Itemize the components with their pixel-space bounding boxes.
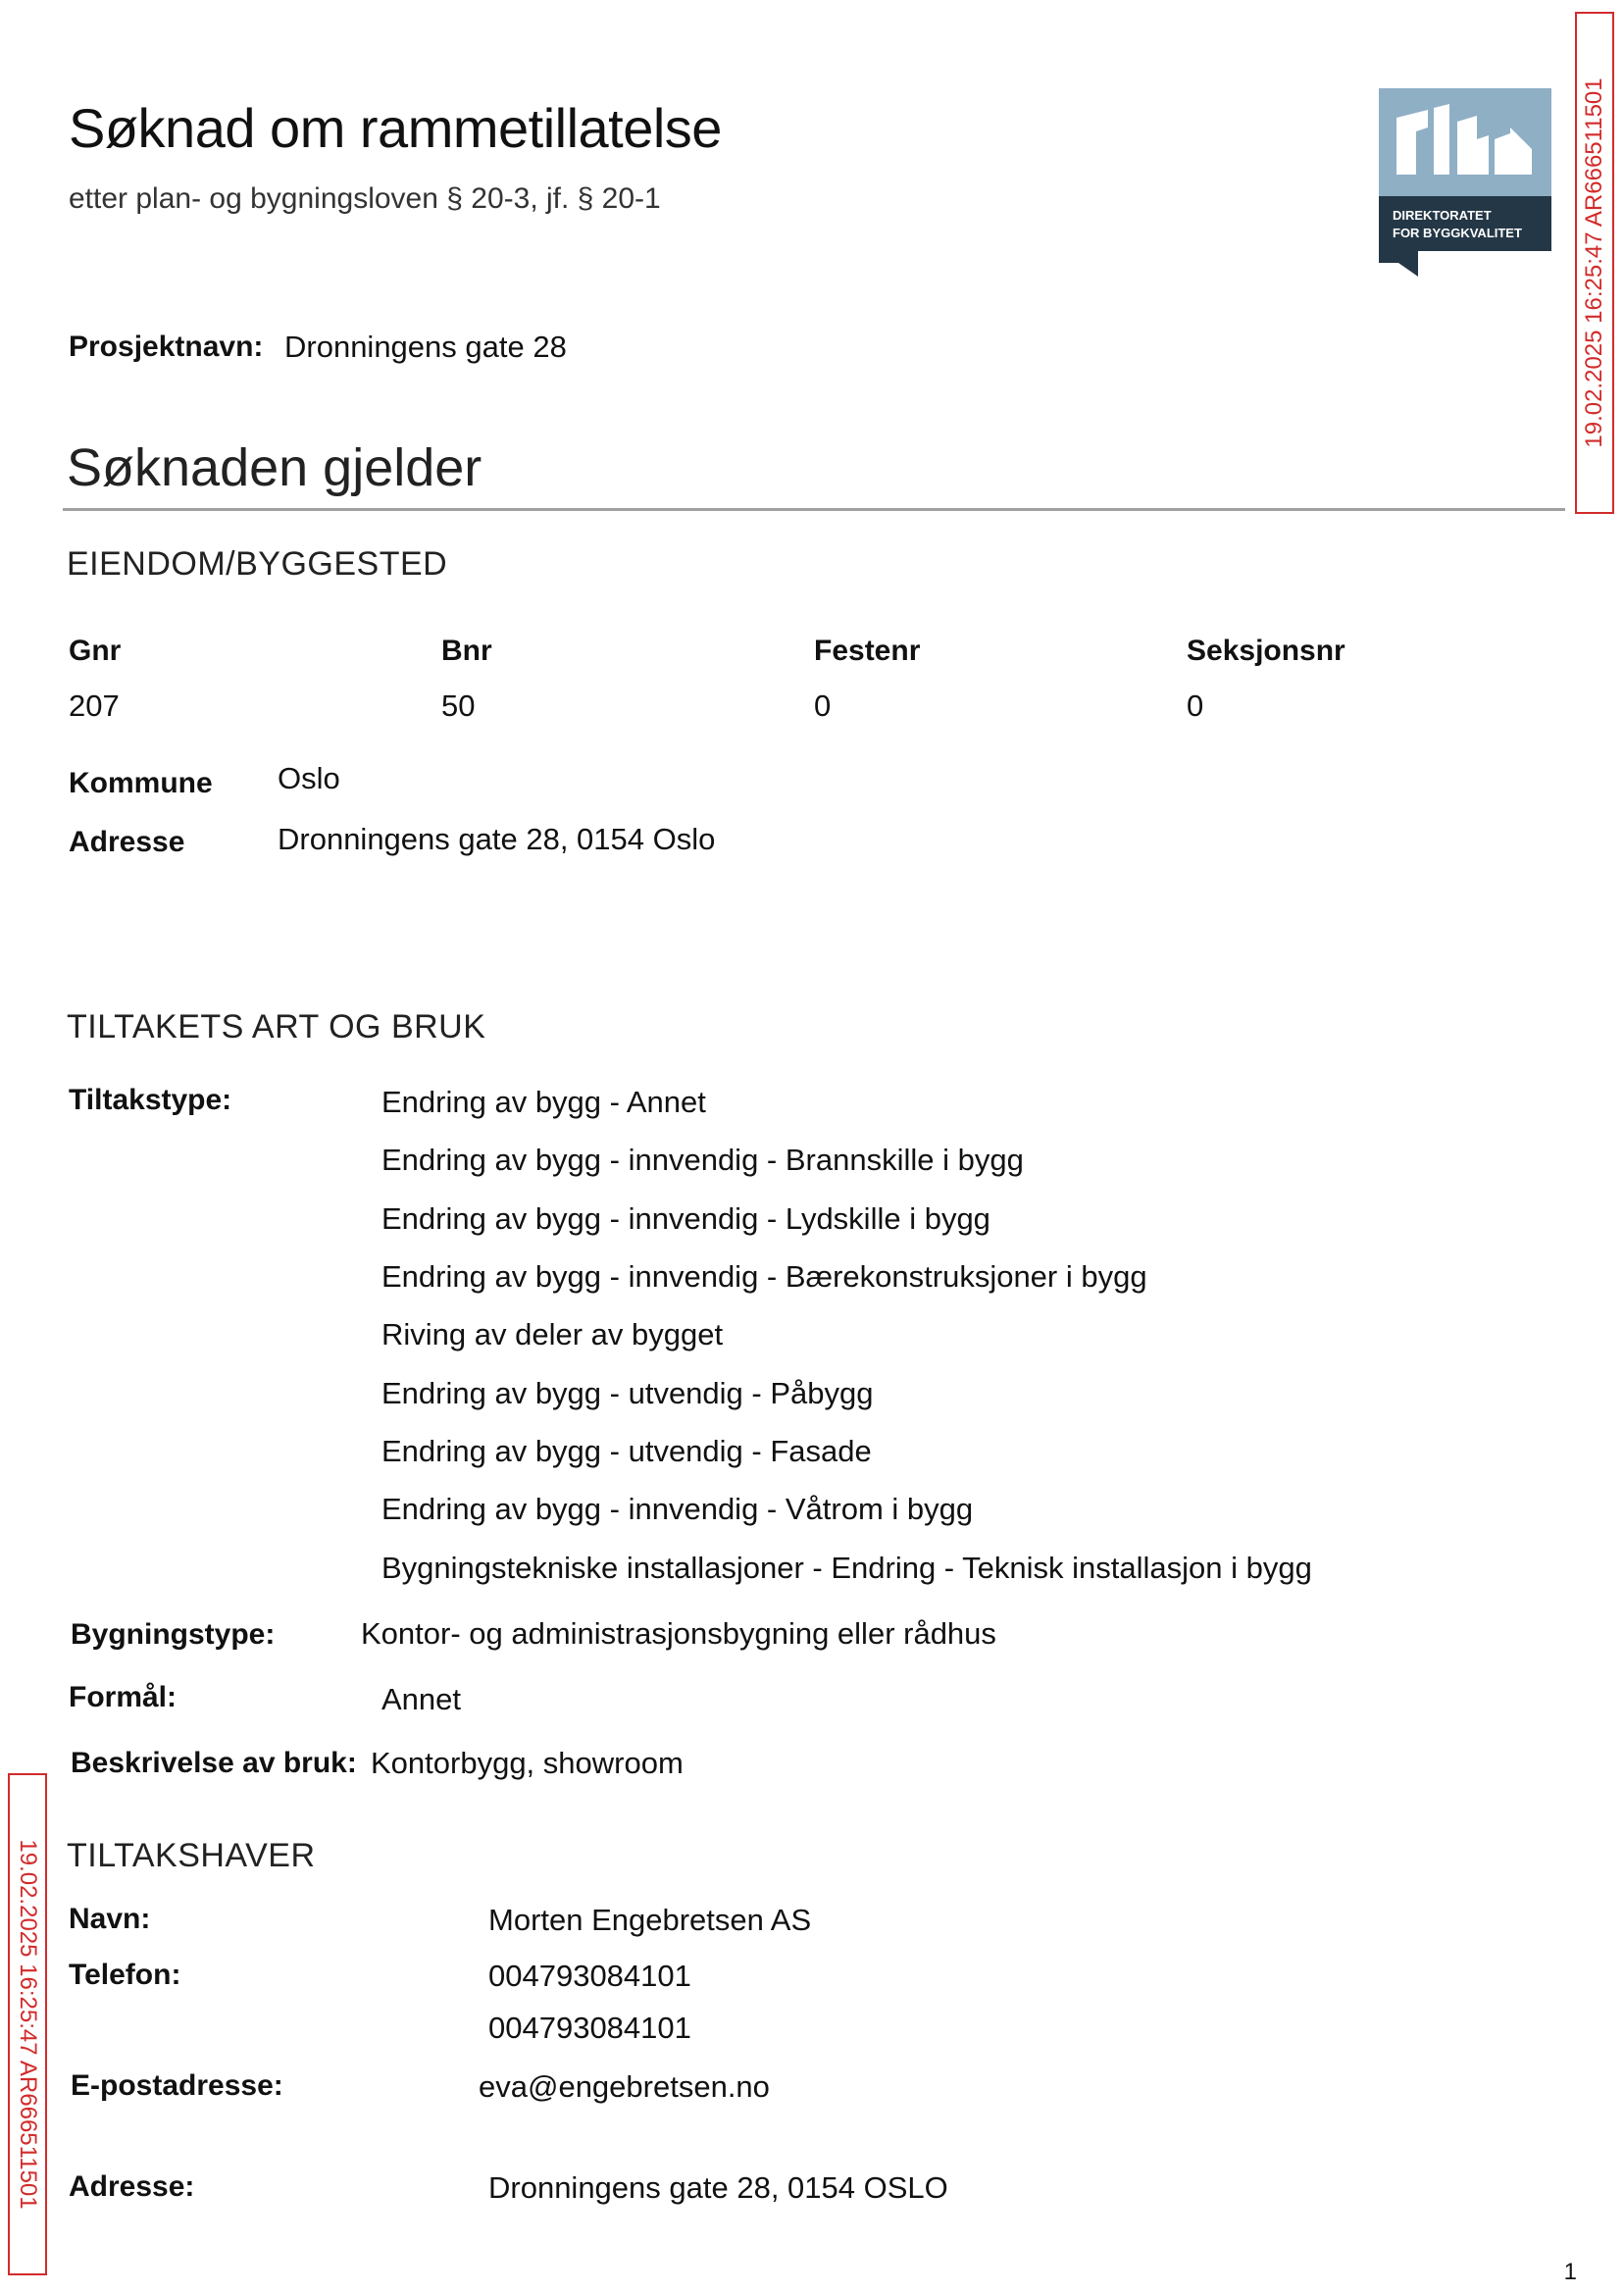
bygningstype-value: Kontor- og administrasjonsbygning eller rådhus bbox=[361, 1616, 996, 1651]
tiltakstype-item: Endring av bygg - innvendig - Bærekonstruksjoner i bygg bbox=[381, 1259, 1147, 1294]
bnr-label: Bnr bbox=[441, 635, 492, 667]
bnr-value: 50 bbox=[441, 688, 476, 723]
tiltakstype-item: Endring av bygg - innvendig - Våtrom i bygg bbox=[381, 1492, 974, 1526]
document-subtitle: etter plan- og bygningsloven § 20-3, jf. § 20-1 bbox=[69, 182, 661, 215]
navn-label: Navn: bbox=[69, 1903, 151, 1935]
tiltakstype-item: Bygningstekniske installasjoner - Endring - Teknisk installasjon i bygg bbox=[381, 1551, 1312, 1585]
seksjonsnr-value: 0 bbox=[1187, 688, 1204, 723]
stamp-left bbox=[8, 1773, 47, 2275]
logo-text-line2: FOR BYGGKVALITET bbox=[1393, 226, 1522, 240]
stamp-left-text: 19.02.2025 16:25:47 AR666511501 bbox=[15, 1839, 41, 2210]
tiltak-heading: TILTAKETS ART OG BRUK bbox=[67, 1008, 486, 1045]
kommune-value: Oslo bbox=[278, 761, 340, 795]
navn-value: Morten Engebretsen AS bbox=[488, 1903, 812, 1937]
section-divider bbox=[63, 508, 1565, 511]
gnr-label: Gnr bbox=[69, 635, 122, 667]
seksjonsnr-label: Seksjonsnr bbox=[1187, 635, 1345, 667]
adresse-value: Dronningens gate 28, 0154 Oslo bbox=[278, 822, 716, 856]
formal-value: Annet bbox=[381, 1682, 462, 1716]
tiltakshaver-heading: TILTAKSHAVER bbox=[67, 1837, 316, 1874]
kommune-label: Kommune bbox=[69, 767, 213, 799]
telefon-value: 004793084101 bbox=[488, 1959, 691, 1993]
section-title: Søknaden gjelder bbox=[67, 438, 482, 497]
epost-label: E-postadresse: bbox=[71, 2069, 283, 2102]
project-label: Prosjektnavn: bbox=[69, 331, 264, 363]
tiltakshaver-adresse-label: Adresse: bbox=[69, 2170, 195, 2203]
project-value: Dronningens gate 28 bbox=[284, 330, 567, 364]
logo-text-line1: DIREKTORATET bbox=[1393, 208, 1492, 223]
tiltakstype-item: Endring av bygg - utvendig - Fasade bbox=[381, 1434, 872, 1468]
tiltakstype-item: Endring av bygg - innvendig - Lydskille i bygg bbox=[381, 1201, 990, 1236]
stamp-right-text: 19.02.2025 16:25:47 AR666511501 bbox=[1581, 77, 1607, 448]
tiltakstype-item: Endring av bygg - Annet bbox=[381, 1085, 706, 1119]
tiltakshaver-adresse-value: Dronningens gate 28, 0154 OSLO bbox=[488, 2170, 948, 2205]
adresse-label: Adresse bbox=[69, 826, 185, 858]
beskrivelse-label: Beskrivelse av bruk: bbox=[71, 1747, 357, 1779]
telefon-label: Telefon: bbox=[69, 1959, 181, 1991]
beskrivelse-value: Kontorbygg, showroom bbox=[371, 1746, 684, 1780]
festenr-label: Festenr bbox=[814, 635, 921, 667]
building-logo-icon bbox=[1379, 88, 1551, 277]
tiltakstype-item: Endring av bygg - utvendig - Påbygg bbox=[381, 1376, 874, 1410]
telefon-value: 004793084101 bbox=[488, 2011, 691, 2045]
festenr-value: 0 bbox=[814, 688, 832, 723]
formal-label: Formål: bbox=[69, 1681, 178, 1713]
dibk-logo bbox=[1379, 88, 1551, 277]
page-number: 1 bbox=[1563, 2259, 1577, 2285]
bygningstype-label: Bygningstype: bbox=[71, 1618, 276, 1651]
eiendom-heading: EIENDOM/BYGGESTED bbox=[67, 545, 448, 583]
stamp-right bbox=[1575, 12, 1614, 514]
tiltakstype-label: Tiltakstype: bbox=[69, 1084, 232, 1116]
gnr-value: 207 bbox=[69, 688, 120, 723]
document-title: Søknad om rammetillatelse bbox=[69, 97, 722, 159]
tiltakstype-item: Endring av bygg - innvendig - Brannskille i bygg bbox=[381, 1143, 1024, 1177]
tiltakstype-item: Riving av deler av bygget bbox=[381, 1317, 724, 1351]
epost-value: eva@engebretsen.no bbox=[479, 2069, 770, 2104]
